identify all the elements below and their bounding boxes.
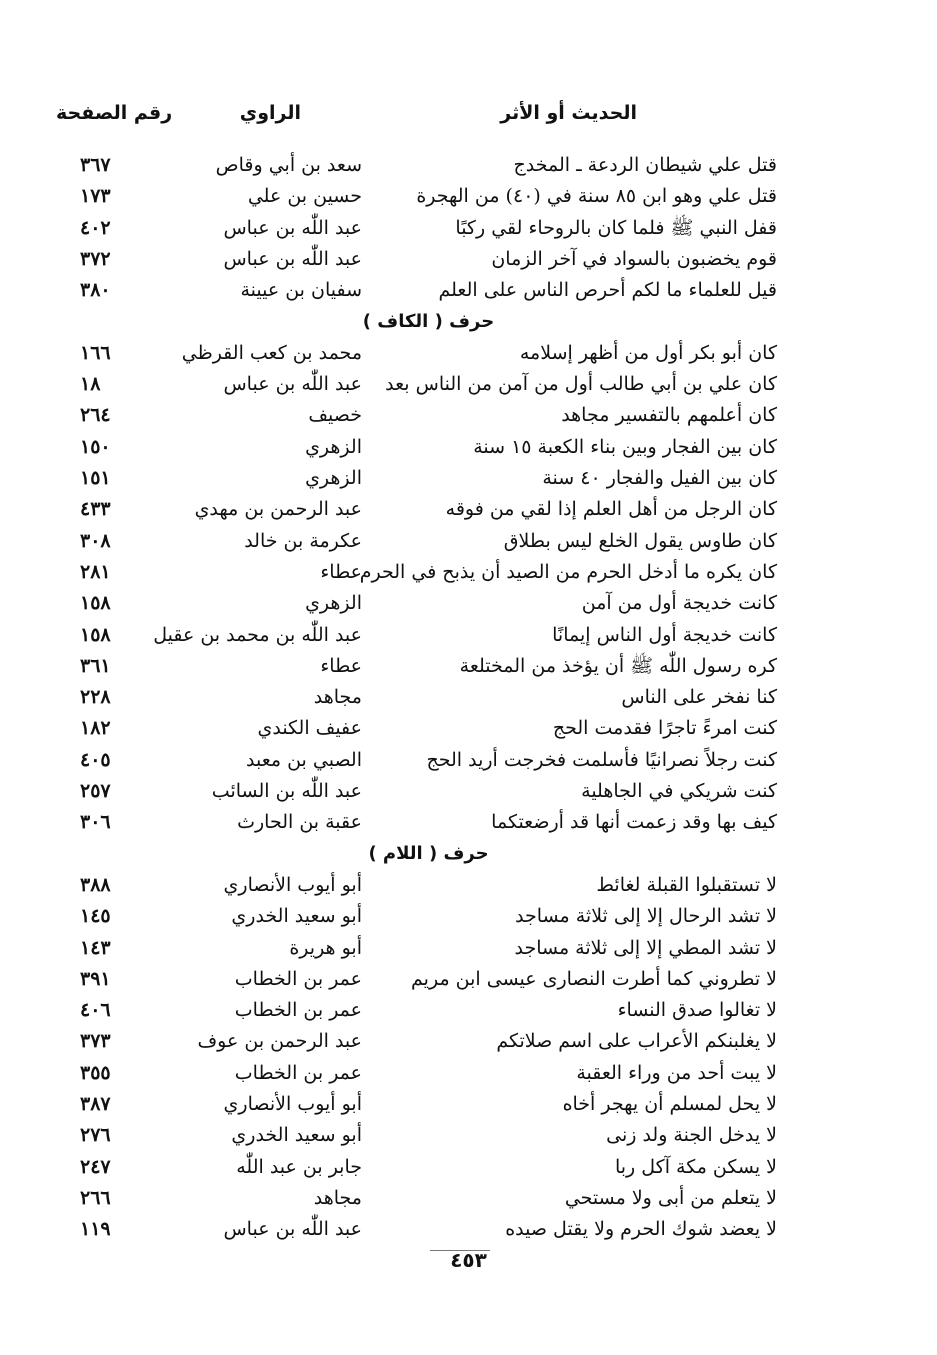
index-row xyxy=(0,682,937,712)
hadith-text: كان بين الفيل والفجار ٤٠ سنة xyxy=(542,467,777,489)
page-ref: ٣٦١ xyxy=(80,655,111,677)
page-ref: ١٥٨ xyxy=(80,592,111,614)
index-row xyxy=(0,557,937,587)
page-ref: ٢٦٦ xyxy=(80,1187,111,1209)
hadith-text: كان يكره ما أدخل الحرم من الصيد أن يذبح في الحرم xyxy=(359,561,777,583)
index-row xyxy=(0,181,937,211)
narrator-name: عبد الرحمن بن مهدي xyxy=(194,498,362,520)
narrator-name: مجاهد xyxy=(313,686,362,708)
index-row xyxy=(0,745,937,775)
page-ref: ٣٠٨ xyxy=(80,530,111,552)
narrator-name: عطاء xyxy=(320,561,362,583)
index-row xyxy=(0,1026,937,1056)
narrator-name: خصيف xyxy=(308,404,362,426)
hadith-text: قتل علي وهو ابن ٨٥ سنة في (٤٠) من الهجرة xyxy=(416,185,777,207)
narrator-name: عبد اللّٰه بن عباس xyxy=(223,217,362,239)
page-ref: ١١٩ xyxy=(80,1218,111,1240)
hadith-text: كان أبو بكر أول من أظهر إسلامه xyxy=(519,342,777,364)
page-ref: ٣٦٧ xyxy=(80,154,111,176)
index-row xyxy=(0,1089,937,1119)
column-header-narrator: الراوي xyxy=(239,102,301,124)
hadith-text: لا تطروني كما أطرت النصارى عيسى ابن مريم xyxy=(411,968,777,990)
narrator-name: عبد اللّٰه بن عباس xyxy=(223,248,362,270)
page-ref: ٣٨٧ xyxy=(80,1093,111,1115)
narrator-name: الصبي بن معبد xyxy=(246,749,362,771)
page-ref: ٣٧٢ xyxy=(80,248,111,270)
page-ref: ٤٣٣ xyxy=(80,498,111,520)
page-ref: ١٥٠ xyxy=(80,436,111,458)
narrator-name: عمر بن الخطاب xyxy=(234,999,362,1021)
page-ref: ٢٢٨ xyxy=(80,686,111,708)
narrator-name: الزهري xyxy=(305,592,362,614)
page-ref: ٣٩١ xyxy=(80,968,111,990)
narrator-name: عبد الرحمن بن عوف xyxy=(197,1030,362,1052)
index-row xyxy=(0,651,937,681)
hadith-text: لا يدخل الجنة ولد زنى xyxy=(606,1124,777,1146)
page-ref: ١٨٢ xyxy=(80,717,111,739)
narrator-name: عكرمة بن خالد xyxy=(244,530,362,552)
narrator-name: عفيف الكندي xyxy=(257,717,362,739)
hadith-text: قيل للعلماء ما لكم أحرص الناس على العلم xyxy=(438,279,777,301)
page-ref: ٣٧٣ xyxy=(80,1030,111,1052)
page-ref: ٤٠٦ xyxy=(80,999,111,1021)
narrator-name: عبد اللّٰه بن عباس xyxy=(223,1218,362,1240)
index-row xyxy=(0,964,937,994)
index-row xyxy=(0,807,937,837)
narrator-name: أبو أيوب الأنصاري xyxy=(223,1093,362,1115)
section-heading-label: حرف ( الكاف ) xyxy=(362,311,495,332)
hadith-text: كنا نفخر على الناس xyxy=(621,686,777,708)
section-heading xyxy=(0,307,937,337)
page-ref: ٢٤٧ xyxy=(80,1156,111,1178)
hadith-text: لا يعضد شوك الحرم ولا يقتل صيده xyxy=(505,1218,777,1240)
narrator-name: الزهري xyxy=(305,467,362,489)
index-row xyxy=(0,1120,937,1150)
narrator-name: حسين بن علي xyxy=(247,185,362,207)
page-ref: ٢٧٦ xyxy=(80,1124,111,1146)
hadith-text: لا يغلبنكم الأعراب على اسم صلاتكم xyxy=(496,1030,777,1052)
hadith-text: قتل علي شيطان الردعة ـ المخدج xyxy=(513,154,777,176)
page-ref: ٤٠٢ xyxy=(80,217,111,239)
narrator-name: أبو سعيد الخدري xyxy=(231,905,362,927)
narrator-name: أبو سعيد الخدري xyxy=(231,1124,362,1146)
section-heading-label: حرف ( اللام ) xyxy=(368,843,489,864)
index-row xyxy=(0,275,937,305)
hadith-text: كنت شريكي في الجاهلية xyxy=(581,780,777,802)
hadith-text: كانت خديجة أول الناس إيمانًا xyxy=(552,624,777,646)
index-row xyxy=(0,369,937,399)
narrator-name: عطاء xyxy=(320,655,362,677)
hadith-text: كان الرجل من أهل العلم إذا لقي من فوقه xyxy=(445,498,777,520)
column-header-hadith: الحديث أو الأثر xyxy=(500,102,637,124)
section-heading xyxy=(0,839,937,869)
hadith-text: كان بين الفجار وبين بناء الكعبة ١٥ سنة xyxy=(473,436,777,458)
index-row xyxy=(0,150,937,180)
hadith-text: لا يسكن مكة آكل ربا xyxy=(614,1156,777,1178)
narrator-name: محمد بن كعب القرظي xyxy=(181,342,362,364)
hadith-text: لا يبت أحد من وراء العقبة xyxy=(576,1062,777,1084)
column-header-page-number: رقم الصفحة xyxy=(56,102,173,124)
index-row xyxy=(0,713,937,743)
page-ref: ٢٦٤ xyxy=(80,404,111,426)
page-ref: ١٨ xyxy=(80,373,101,395)
narrator-name: جابر بن عبد اللّٰه xyxy=(236,1156,362,1178)
page-ref: ١٥٨ xyxy=(80,624,111,646)
index-row xyxy=(0,432,937,462)
narrator-name: عمر بن الخطاب xyxy=(234,968,362,990)
index-row xyxy=(0,620,937,650)
narrator-name: سعد بن أبي وقاص xyxy=(215,154,362,176)
index-row xyxy=(0,463,937,493)
index-row xyxy=(0,494,937,524)
hadith-text: لا تستقبلوا القبلة لغائط xyxy=(596,874,777,896)
index-row xyxy=(0,588,937,618)
index-row xyxy=(0,244,937,274)
index-row xyxy=(0,1183,937,1213)
index-row xyxy=(0,400,937,430)
hadith-text: كره رسول اللّٰه ﷺ أن يؤخذ من المختلعة xyxy=(459,655,777,677)
index-row xyxy=(0,1214,937,1244)
narrator-name: عبد اللّٰه بن محمد بن عقيل xyxy=(153,624,362,646)
page-ref: ٣٨٠ xyxy=(80,279,111,301)
index-row xyxy=(0,1152,937,1182)
page-number: ٤٥٣ xyxy=(450,1248,487,1272)
index-row xyxy=(0,526,937,556)
narrator-name: الزهري xyxy=(305,436,362,458)
hadith-text: كان علي بن أبي طالب أول من آمن من الناس بعد xyxy=(385,373,777,395)
hadith-text: لا يحل لمسلم أن يهجر أخاه xyxy=(562,1093,777,1115)
hadith-text: كان أعلمهم بالتفسير مجاهد xyxy=(561,404,777,426)
page-ref: ٣٨٨ xyxy=(80,874,111,896)
hadith-text: لا تشد الرحال إلا إلى ثلاثة مساجد xyxy=(515,905,777,927)
hadith-text: لا يتعلم من أبى ولا مستحي xyxy=(564,1187,777,1209)
index-row xyxy=(0,933,937,963)
narrator-name: عقبة بن الحارث xyxy=(237,811,362,833)
hadith-text: لا تشد المطي إلا إلى ثلاثة مساجد xyxy=(514,937,777,959)
page-ref: ٤٠٥ xyxy=(80,749,111,771)
narrator-name: أبو أيوب الأنصاري xyxy=(223,874,362,896)
hadith-text: كانت خديجة أول من آمن xyxy=(581,592,777,614)
page-ref: ١٤٣ xyxy=(80,937,111,959)
narrator-name: سفيان بن عيينة xyxy=(240,279,362,301)
index-row xyxy=(0,213,937,243)
page-ref: ٢٨١ xyxy=(80,561,111,583)
page-ref: ١٦٦ xyxy=(80,342,111,364)
page-ref: ١٧٣ xyxy=(80,185,111,207)
narrator-name: عبد اللّٰه بن عباس xyxy=(223,373,362,395)
hadith-text: كنت رجلاً نصرانيًا فأسلمت فخرجت أريد الحج xyxy=(426,749,777,771)
index-row xyxy=(0,870,937,900)
hadith-text: لا تغالوا صدق النساء xyxy=(617,999,777,1021)
page-ref: ١٤٥ xyxy=(80,905,111,927)
index-row xyxy=(0,776,937,806)
narrator-name: عبد اللّٰه بن السائب xyxy=(211,780,362,802)
index-row xyxy=(0,901,937,931)
index-row xyxy=(0,1058,937,1088)
page-ref: ١٥١ xyxy=(80,467,111,489)
hadith-text: كان طاوس يقول الخلع ليس بطلاق xyxy=(503,530,777,552)
hadith-text: كيف بها وقد زعمت أنها قد أرضعتكما xyxy=(491,811,777,833)
page-ref: ٢٥٧ xyxy=(80,780,111,802)
narrator-name: عمر بن الخطاب xyxy=(234,1062,362,1084)
index-row xyxy=(0,995,937,1025)
index-row xyxy=(0,338,937,368)
hadith-text: قفل النبي ﷺ فلما كان بالروحاء لقي ركبًا xyxy=(455,217,777,239)
hadith-text: كنت امرءً تاجرًا فقدمت الحج xyxy=(552,717,777,739)
page-ref: ٣٠٦ xyxy=(80,811,111,833)
narrator-name: أبو هريرة xyxy=(289,937,362,959)
narrator-name: مجاهد xyxy=(313,1187,362,1209)
hadith-text: قوم يخضبون بالسواد في آخر الزمان xyxy=(491,248,777,270)
page-ref: ٣٥٥ xyxy=(80,1062,111,1084)
